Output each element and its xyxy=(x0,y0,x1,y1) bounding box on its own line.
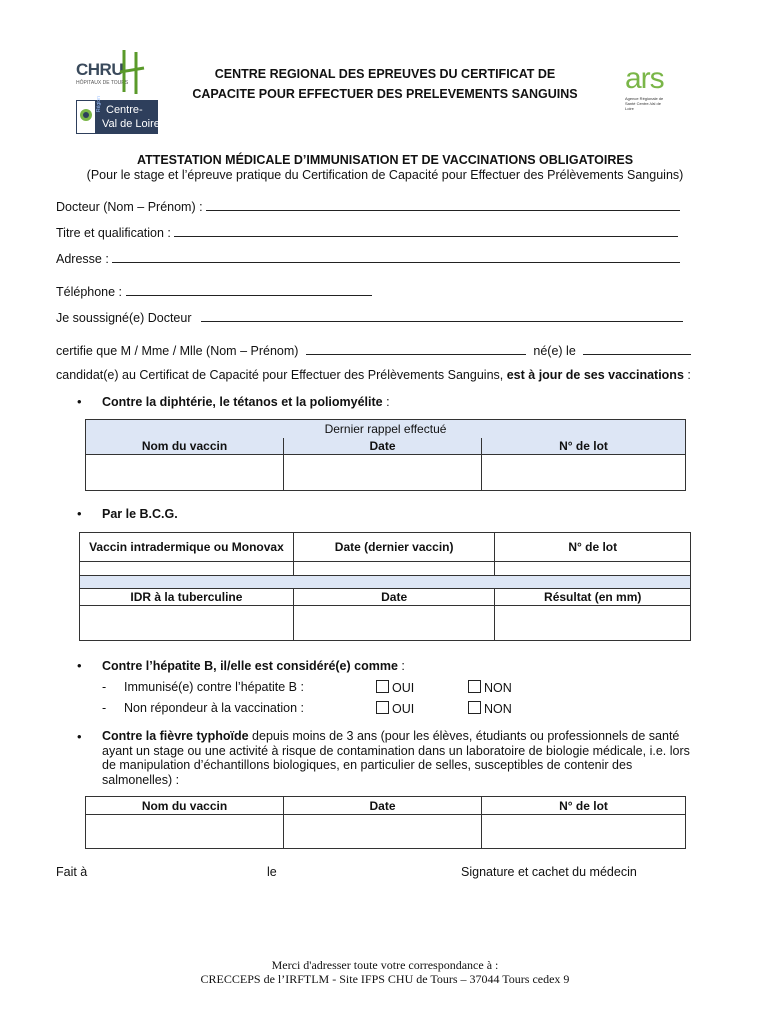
candidate-bold-text: est à jour de ses vaccinations xyxy=(506,368,684,382)
doctor-field-label: Docteur (Nom – Prénom) : xyxy=(56,200,203,214)
region-name-line2: Val de Loire xyxy=(102,118,160,130)
typhoid-cell-vaccine[interactable] xyxy=(86,815,284,849)
title-qualification-line[interactable] xyxy=(174,223,678,237)
idr-cell-result[interactable] xyxy=(495,606,691,641)
undersigned-field[interactable] xyxy=(56,308,683,325)
certify-field[interactable] xyxy=(56,341,691,358)
section4-text-line2: ayant un stage ou une activité à risque de contamination dans un laboratoire de biologie médicale, i.e. lors xyxy=(102,743,690,758)
section4-text-line4: salmonelles) : xyxy=(102,772,180,787)
idr-cell-date[interactable] xyxy=(293,606,495,641)
section1-bullet: • xyxy=(77,394,82,409)
section3-bullet: • xyxy=(77,658,82,673)
idr-header-result: Résultat (en mm) xyxy=(495,589,691,606)
candidate-suffix: : xyxy=(683,368,691,382)
section4-text-line1: depuis moins de 3 ans (pour les élèves, étudiants ou professionnels de santé xyxy=(248,729,680,743)
certify-label: certifie que M / Mme / Mlle (Nom – Prénom) xyxy=(56,344,299,358)
undersigned-line[interactable] xyxy=(201,308,683,322)
section1-label: Contre la diphtérie, le tétanos et la poliomyélite xyxy=(102,395,383,409)
bcg-cell-lot[interactable] xyxy=(495,562,691,576)
chru-logo-subtext: HÔPITAUX DE TOURS xyxy=(76,80,129,86)
hepb-immunised-yes-checkbox[interactable] xyxy=(376,680,389,693)
address-label: Adresse : xyxy=(56,252,109,266)
idr-header-test: IDR à la tuberculine xyxy=(80,589,294,606)
dtp-cell-vaccine[interactable] xyxy=(86,455,284,491)
dtp-cell-date[interactable] xyxy=(284,455,482,491)
region-name-line1: Centre- xyxy=(106,104,143,116)
idr-header-date: Date xyxy=(293,589,495,606)
document-subtitle: (Pour le stage et l’épreuve pratique du Certification de Capacité pour Effectuer des Prélèvements Sanguins) xyxy=(86,168,684,182)
typhoid-cell-date[interactable] xyxy=(284,815,482,849)
bcg-cell-vaccine[interactable] xyxy=(80,562,294,576)
dtp-header-date: Date xyxy=(284,438,482,455)
place-label: Fait à xyxy=(56,865,88,879)
header-title-line1: CENTRE REGIONAL DES EPREUVES DU CERTIFICAT DE xyxy=(214,67,556,81)
section1-heading xyxy=(102,395,390,409)
hepb-nonresponder-row xyxy=(102,701,512,716)
chru-logo-text: CHRU xyxy=(76,60,124,79)
hepb-immunised-label: Immunisé(e) contre l’hépatite B : xyxy=(124,680,304,694)
footer-line2: CRECCEPS de l’IRFTLM - Site IFPS CHU de Tours – 37044 Tours cedex 9 xyxy=(200,972,570,986)
bcg-cell-date[interactable] xyxy=(293,562,495,576)
phone-line[interactable] xyxy=(126,282,372,296)
idr-cell-test[interactable] xyxy=(80,606,294,641)
hepb-immunised-dash: - xyxy=(102,680,107,694)
signature-label: Signature et cachet du médecin xyxy=(461,865,637,879)
bcg-header-lot: N° de lot xyxy=(495,533,691,562)
address-line[interactable] xyxy=(112,249,680,263)
hepb-immunised-no-checkbox[interactable] xyxy=(468,680,481,693)
dtp-vaccine-table xyxy=(85,419,686,491)
phone-label: Téléphone : xyxy=(56,285,123,299)
hepb-nonresponder-yes-label: OUI xyxy=(392,702,415,716)
hepb-immunised-yes[interactable] xyxy=(376,680,414,695)
dtp-header-vaccine: Nom du vaccin xyxy=(86,438,284,455)
typhoid-header-date: Date xyxy=(284,797,482,815)
section2-label: Par le B.C.G. xyxy=(102,507,178,521)
title-qualification-label: Titre et qualification : xyxy=(56,226,171,240)
bcg-separator-row xyxy=(80,576,691,589)
section4-label: Contre la fièvre typhoïde xyxy=(102,729,249,743)
section4-line1 xyxy=(102,729,690,744)
bcg-header-vaccine: Vaccin intradermique ou Monovax xyxy=(80,533,294,562)
born-label: né(e) le xyxy=(533,344,576,358)
section1-suffix: : xyxy=(382,395,390,409)
region-logo-emblem-shape xyxy=(77,101,95,133)
candidate-text: candidat(e) au Certificat de Capacité pour Effectuer des Prélèvements Sanguins, xyxy=(56,368,504,382)
certify-name-line[interactable] xyxy=(306,341,526,355)
typhoid-cell-lot[interactable] xyxy=(482,815,686,849)
hepb-nonresponder-yes-checkbox[interactable] xyxy=(376,701,389,714)
hepb-nonresponder-no-checkbox[interactable] xyxy=(468,701,481,714)
hepb-nonresponder-dash: - xyxy=(102,701,107,715)
ars-logo-subtext: Agence Régionale de Santé Centre-Val de Loire xyxy=(625,96,664,111)
phone-field[interactable] xyxy=(56,282,372,299)
title-qualification-field[interactable] xyxy=(56,223,678,240)
footer-line1: Merci d'adresser toute votre correspondance à : xyxy=(271,958,499,972)
dtp-table-caption: Dernier rappel effectué xyxy=(86,420,686,438)
section3-label: Contre l’hépatite B, il/elle est considéré(e) comme xyxy=(102,659,398,673)
address-field[interactable] xyxy=(56,249,680,266)
section3-suffix: : xyxy=(397,659,405,673)
born-date-line[interactable] xyxy=(583,341,691,355)
header-title-line2: CAPACITE POUR EFFECTUER DES PRELEVEMENTS SANGUINS xyxy=(192,87,578,101)
section3-heading xyxy=(102,659,405,673)
hepb-immunised-no-label: NON xyxy=(484,681,512,695)
hepb-nonresponder-yes[interactable] xyxy=(376,701,414,716)
undersigned-label: Je soussigné(e) Docteur xyxy=(56,311,192,325)
typhoid-header-lot: N° de lot xyxy=(482,797,686,815)
region-logo xyxy=(76,96,160,134)
typhoid-vaccine-table xyxy=(85,796,686,849)
section4-bullet: • xyxy=(77,729,82,744)
bcg-header-date: Date (dernier vaccin) xyxy=(293,533,495,562)
doctor-field-line[interactable] xyxy=(206,197,680,211)
dtp-header-lot: N° de lot xyxy=(482,438,686,455)
typhoid-header-vaccine: Nom du vaccin xyxy=(86,797,284,815)
bcg-table xyxy=(79,532,691,641)
hepb-immunised-row xyxy=(102,680,512,695)
hepb-nonresponder-no[interactable] xyxy=(468,701,512,716)
hepb-immunised-no[interactable] xyxy=(468,680,512,695)
hepb-nonresponder-no-label: NON xyxy=(484,702,512,716)
document-title: ATTESTATION MÉDICALE D’IMMUNISATION ET DE VACCINATIONS OBLIGATOIRES xyxy=(136,153,634,167)
section2-bullet: • xyxy=(77,506,82,521)
section4-text-line3: de manipulation d’échantillons biologiques, en particulier de selles, susceptibles de contenir des xyxy=(102,758,633,772)
dtp-cell-lot[interactable] xyxy=(482,455,686,491)
region-label: Région xyxy=(96,96,102,112)
ars-logo-text: ars xyxy=(625,62,664,95)
candidate-statement xyxy=(56,368,691,382)
region-logo-emblem xyxy=(76,100,96,134)
section4-paragraph xyxy=(102,729,690,787)
hepb-nonresponder-label: Non répondeur à la vaccination : xyxy=(124,701,304,715)
date-label: le xyxy=(267,865,277,879)
doctor-field[interactable] xyxy=(56,197,680,214)
hepb-immunised-yes-label: OUI xyxy=(392,681,415,695)
